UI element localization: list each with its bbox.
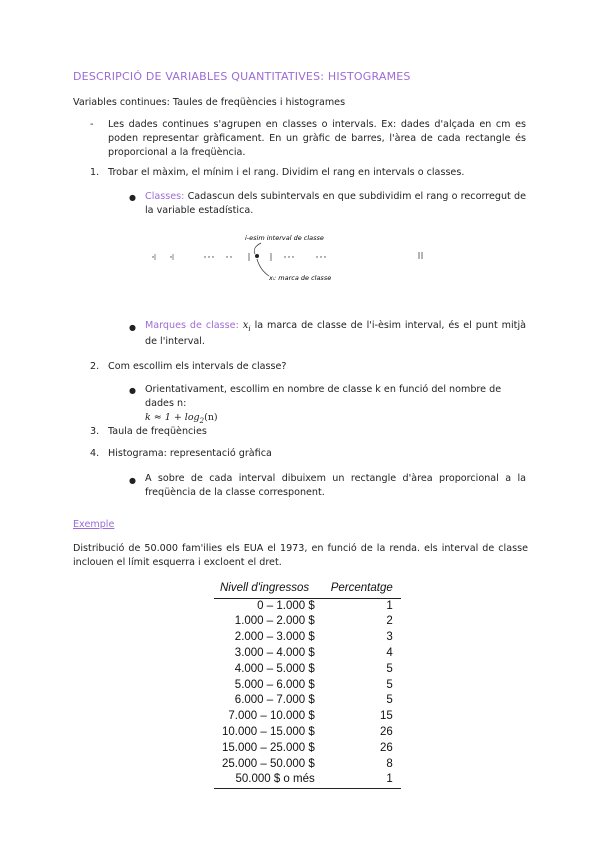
intro-dash: - [90,119,94,130]
mark-label: xᵢ: marca de classe [269,274,332,282]
table-row: 25.000 – 50.000 $ 8 [222,757,393,770]
orientation-text: Orientativament, escollim en nombre de classe k en funció del nombre de dades n: [145,384,502,409]
table-row: 50.000 $ o més 1 [214,772,401,788]
table-row: 3.000 – 4.000 $ 4 [234,647,393,660]
sturges-formula: $k \approx 1 + \log_2(n)$ [145,411,218,425]
table-row: 0 – 1.000 $ 1 [257,599,393,612]
bullet-icon: ● [129,193,136,202]
item-3-text: Taula de freqüències [108,426,207,437]
table-row: 6.000 – 7.000 $ 5 [234,694,393,707]
interval-pointer [254,243,261,254]
term-class-marks: Marques de classe: [145,320,239,331]
table-row: 5.000 – 6.000 $ 5 [234,678,393,691]
table-row: 10.000 – 15.000 $ 26 [222,726,393,739]
class-mark-point [255,254,259,258]
bullet-classes [145,190,526,218]
axis-dots [152,256,325,257]
table-row: 4.000 – 5.000 $ 5 [234,662,393,675]
page-title: DESCRIPCIÓ DE VARIABLES QUANTITATIVES: HISTOGRAMES [73,70,411,83]
item-4-number: 4. [90,448,100,459]
class-interval-diagram [145,232,435,286]
bullet-icon: ● [129,476,136,485]
header-income: Nivell d'ingressos [214,580,323,598]
bullet-icon: ● [129,386,136,395]
class-mark-symbol: $x_i$ [242,320,251,333]
header-percentage: Percentatge [323,580,401,598]
bullet-orientation [145,383,529,426]
interval-label: i-esim interval de classe [245,234,324,242]
mark-pointer [257,259,269,276]
example-link[interactable]: Exemple [73,519,115,530]
bullet-icon: ● [129,323,136,332]
item-2-number: 2. [90,361,100,372]
item-4-text: Histograma: representació gràfica [108,448,272,459]
table-row: 7.000 – 10.000 $ 15 [228,710,393,723]
term-classes: Classes: [145,191,185,202]
classes-definition: Cadascun dels subintervals en que subdividim el rang o recorregut de la variable estadística. [145,191,526,216]
income-table [214,580,401,789]
table-header-row [214,580,401,598]
table-row: 15.000 – 25.000 $ 26 [222,741,393,754]
item-1-text: Trobar el màxim, el mínim i el rang. Dividim el rang en intervals o classes. [108,167,465,178]
item-3-number: 3. [90,426,100,437]
example-text: Distribució de 50.000 fam'ilies els EUA el 1973, en funció de la renda. els interval de classe inclouen el límit esquerra i excloent el dret. [73,543,528,568]
item-2-text: Com escollim els intervals de classe? [108,361,287,372]
table-row: 1.000 – 2.000 $ 2 [234,615,393,628]
bullet-class-marks [145,318,526,350]
item-1-number: 1. [90,167,100,178]
bullet-histogram: A sobre de cada interval dibuixem un rectangle d'àrea proporcional a la freqüència de la classe corresponent. [145,473,526,498]
table-row: 2.000 – 3.000 $ 3 [234,631,393,644]
intro-text: Les dades continues s'agrupen en classes o intervals. Ex: dades d'alçada en cm es poden representar gràficament. En un gràfic de barres, l'àrea de cada rectangle és proporcional a la freqüència. [108,119,526,158]
class-marks-definition: la marca de classe de l'i-èsim interval, és el punt mitjà de l'interval. [145,320,526,347]
subtitle: Variables continues: Taules de freqüències i histogrames [73,97,346,108]
